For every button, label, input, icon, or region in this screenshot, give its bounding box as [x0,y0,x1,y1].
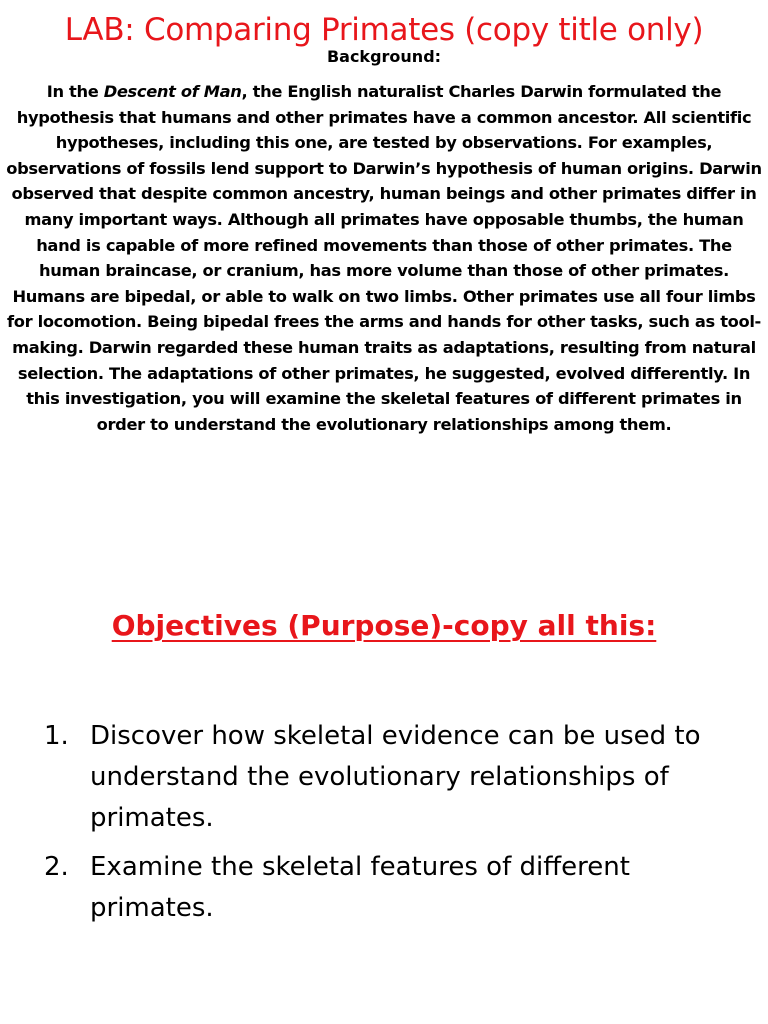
background-heading: Background: [326,47,442,66]
background-intro-text: In the [46,82,104,101]
book-title: Descent of Man [103,82,242,101]
objectives-heading-text: Objectives (Purpose)-copy all this: [111,609,657,642]
objective-text: Discover how skeletal evidence can be used to understand the evolutionary relationships of primates. [90,721,701,833]
objectives-heading [0,604,768,648]
objective-item [44,716,734,839]
objective-number: 1. [44,721,69,751]
background-paragraph [6,79,762,437]
objective-item [44,847,734,929]
page-title: LAB: Comparing Primates (copy title only) [64,12,704,48]
objectives-list [44,716,734,937]
objective-number: 2. [44,852,69,882]
objective-text: Examine the skeletal features of different primates. [90,852,630,923]
background-main-text: , the English naturalist Charles Darwin formulated the hypothesis that humans and other primates have a common ancestor. All scientific hypotheses, including this one, are tested by observations. For examples, observations of fossils lend support to Darwin’s hypothesis of human origins. Darwin observed that despite common ancestry, human beings and other primates differ in many important ways. Although all primates have opposable thumbs, the human hand is capable of more refined movements than those of other primates. The human braincase, or cranium, has more volume than those of other primates. Humans are bipedal, or able to walk on two limbs. Other primates use all four limbs for locomotion. Being bipedal frees the arms and hands for other tasks, such as tool-making. Darwin regarded these human traits as adaptations, resulting from natural selection. The adaptations of other primates, he suggested, evolved differently. In this investigation, you will examine the skeletal features of different primates in order to understand the evolutionary relationships among them. [6,82,762,434]
